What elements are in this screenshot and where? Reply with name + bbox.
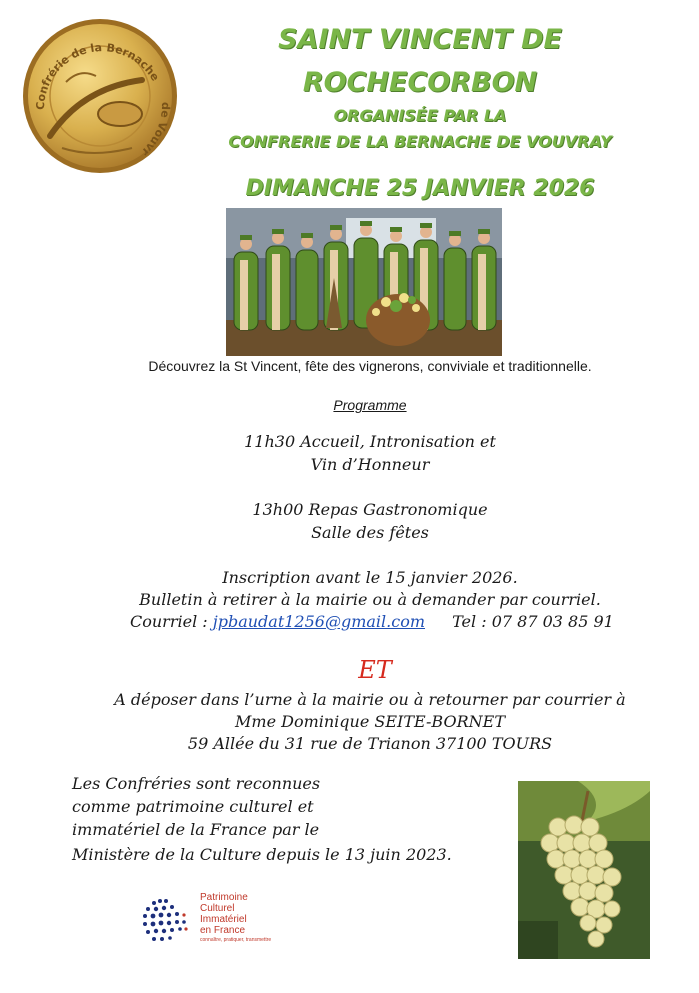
title-line-2: ROCHECORBON [302, 67, 538, 98]
contact-line [130, 612, 614, 631]
programme-heading: Programme [333, 397, 407, 413]
confrerie-group-photo [226, 208, 502, 356]
patrimoine-line1: Les Confréries sont reconnues [72, 774, 321, 793]
medal-text-top: Confrérie de la Bernache [33, 41, 162, 111]
depot-line1: A déposer dans l’urne à la mairie ou à retourner par courrier à [114, 690, 626, 709]
patrimoine-line2: comme patrimoine culturel et [72, 797, 314, 816]
programme-item1-line2: Vin d’Honneur [310, 455, 430, 474]
white-grapes-photo [518, 781, 650, 959]
pci-tagline: connaître, pratiquer, transmettre [200, 937, 272, 943]
intro-text: Découvrez la St Vincent, fête des vignerons, conviviale et traditionnelle. [148, 358, 592, 374]
courriel-label: Courriel : [130, 612, 208, 631]
programme-item1-line1: 11h30 Accueil, Intronisation et [244, 432, 496, 451]
patrimoine-line3: immatériel de la France par le [72, 820, 320, 839]
confrerie-medal-logo [22, 18, 178, 174]
title-line-1: SAINT VINCENT DE [278, 24, 562, 55]
depot-line2: Mme Dominique SEITE-BORNET [235, 712, 505, 731]
programme-item2-line2: Salle des fêtes [311, 523, 429, 542]
pci-logo [140, 892, 290, 950]
subtitle-line-2: CONFRERIE DE LA BERNACHE DE VOUVRAY [228, 132, 612, 151]
event-date: DIMANCHE 25 JANVIER 2026 [245, 176, 595, 201]
inscription-line2: Bulletin à retirer à la mairie ou à demander par courriel. [139, 590, 601, 609]
subtitle-line-1: ORGANISÉE PAR LA [333, 106, 507, 125]
pci-line3: Immatériel [200, 914, 247, 925]
medal-text-right: de Vouvr [138, 101, 173, 159]
telephone: Tel : 07 87 03 85 91 [452, 612, 614, 631]
et-separator: ET [358, 656, 392, 684]
pci-line2: Culturel [200, 903, 235, 914]
pci-line1: Patrimoine [200, 892, 248, 903]
pci-dots-icon [140, 895, 192, 947]
patrimoine-line4: Ministère de la Culture depuis le 13 juin 2023. [72, 845, 452, 864]
inscription-line1: Inscription avant le 15 janvier 2026. [222, 568, 518, 587]
programme-item2-line1: 13h00 Repas Gastronomique [252, 500, 488, 519]
pci-line4: en France [200, 925, 246, 936]
email-link[interactable]: jpbaudat1256@gmail.com [212, 612, 426, 631]
depot-line3: 59 Allée du 31 rue de Trianon 37100 TOURS [187, 734, 553, 753]
